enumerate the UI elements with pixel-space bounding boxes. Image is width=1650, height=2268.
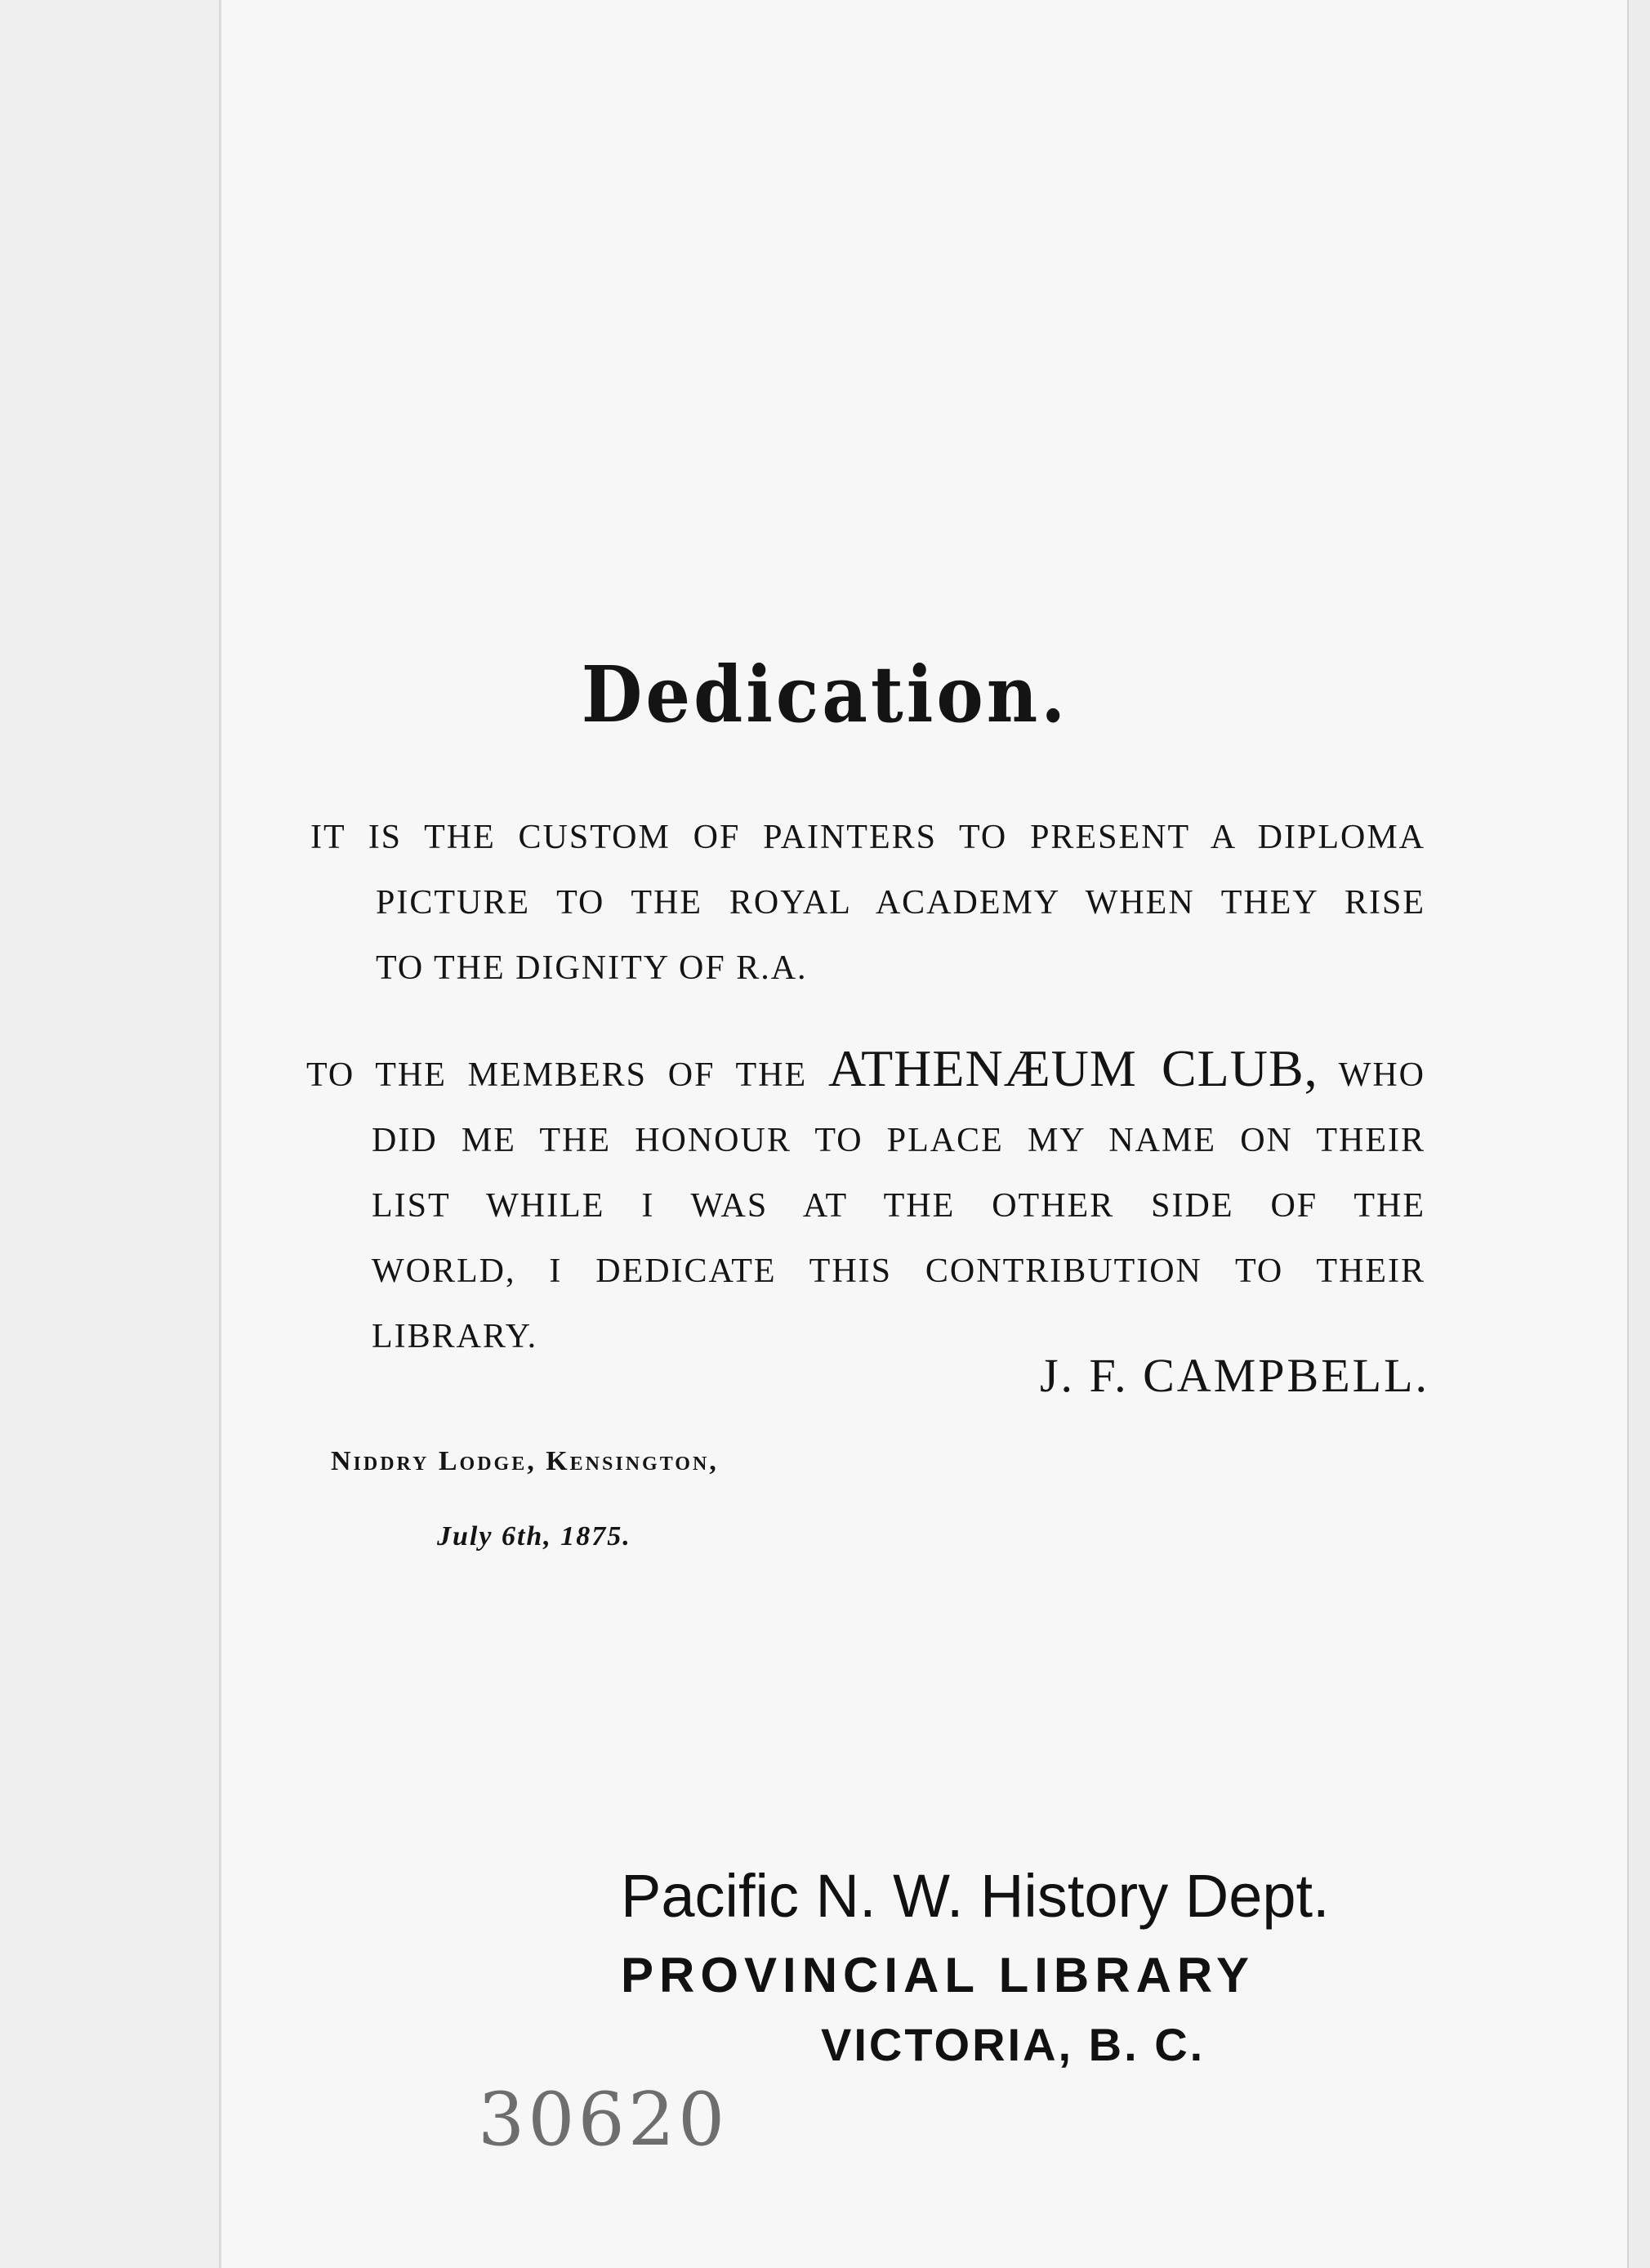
paragraph-line [306, 1036, 1425, 1108]
library-stamp-line-3: VICTORIA, B. C. [821, 2019, 1206, 2070]
line-prefix: TO THE MEMBERS OF THE [306, 1056, 808, 1094]
paragraph-line: TO THE DIGNITY OF R.A. [376, 949, 808, 987]
accession-number: 30620 [478, 2077, 729, 2163]
paragraph-line: WORLD, I DEDICATE THIS CONTRIBUTION TO THEIR [372, 1252, 1425, 1290]
paragraph-line: LIST WHILE I WAS AT THE OTHER SIDE OF THE [372, 1187, 1425, 1225]
dedication-paragraph-2 [306, 1036, 1425, 1369]
dedication-paragraph-1 [310, 805, 1425, 1001]
paragraph-line: DID ME THE HONOUR TO PLACE MY NAME ON THEIR [372, 1122, 1425, 1159]
library-stamp-line-1: Pacific N. W. History Dept. [621, 1862, 1330, 1930]
paragraph-line: IT IS THE CUSTOM OF PAINTERS TO PRESENT A DIPLOMA [310, 819, 1425, 856]
dedication-heading: Dedication. [581, 649, 1069, 741]
library-stamp-line-2: PROVINCIAL LIBRARY [621, 1948, 1255, 2002]
right-page-edge [1627, 0, 1650, 2268]
line-suffix: WHO [1338, 1056, 1426, 1094]
paragraph-line: LIBRARY. [372, 1318, 538, 1355]
date-line: July 6th, 1875. [437, 1521, 631, 1551]
author-signature: J. F. CAMPBELL. [1039, 1349, 1429, 1402]
left-page-margin [0, 0, 221, 2268]
place-line: Niddry Lodge, Kensington, [331, 1446, 719, 1476]
club-name: ATHENÆUM CLUB, [827, 1039, 1318, 1097]
paragraph-line: PICTURE TO THE ROYAL ACADEMY WHEN THEY RISE [376, 884, 1425, 922]
